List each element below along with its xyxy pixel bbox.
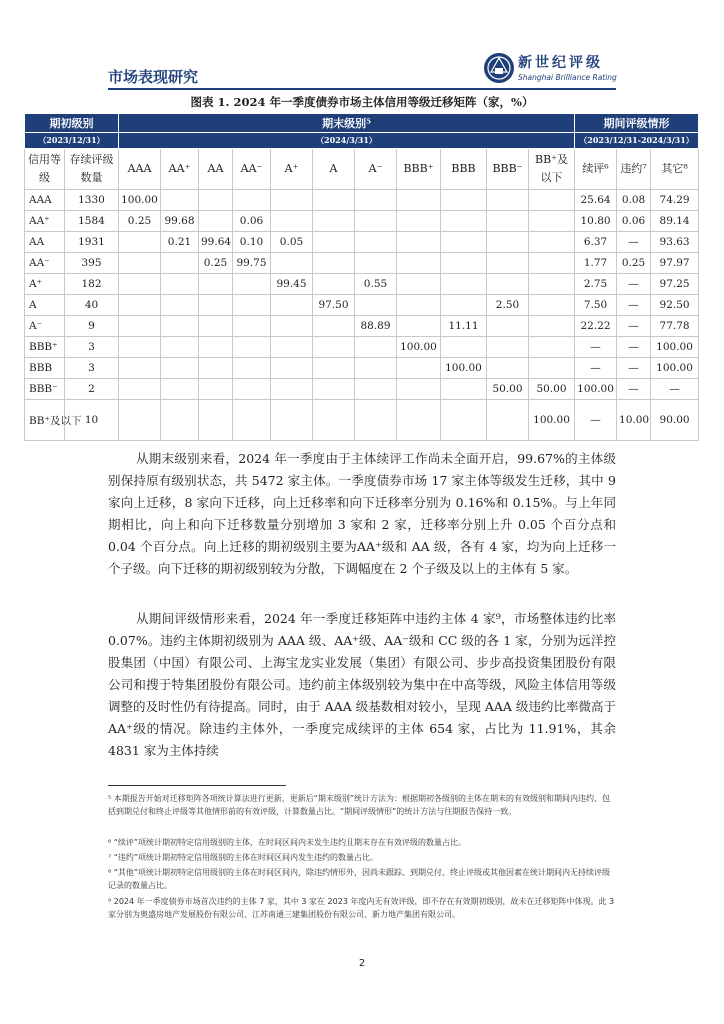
- table-cell: [199, 295, 233, 316]
- table-cell: 74.29: [651, 190, 699, 211]
- section-title: 市场表现研究: [108, 68, 199, 86]
- table-cell: [199, 211, 233, 232]
- table-cell: [487, 232, 529, 253]
- paragraph-period-status: [108, 608, 616, 762]
- table-cell: 182: [65, 274, 119, 295]
- table-cell: [199, 358, 233, 379]
- column-header: BBB: [441, 149, 487, 190]
- table-cell: [355, 232, 397, 253]
- table-cell: 50.00: [529, 379, 575, 400]
- table-cell: [313, 190, 355, 211]
- column-header: AA⁺: [161, 149, 199, 190]
- table-cell: 25.64: [575, 190, 617, 211]
- table-cell: 0.25: [617, 253, 651, 274]
- table-cell: [355, 358, 397, 379]
- table-cell: [529, 253, 575, 274]
- table-cell: [487, 253, 529, 274]
- table-cell: —: [617, 232, 651, 253]
- table-cell: [313, 379, 355, 400]
- table-cell: 10.00: [617, 400, 651, 441]
- table-cell: 97.97: [651, 253, 699, 274]
- row-rating-label: BBB⁻: [25, 379, 65, 400]
- table-cell: [161, 400, 199, 441]
- table-cell: [199, 274, 233, 295]
- table-cell: [397, 316, 441, 337]
- table-cell: [397, 379, 441, 400]
- paragraph-period-status-text: 从期间评级情形来看，2024 年一季度迁移矩阵中违约主体 4 家⁹，市场整体违约比率 0.07%。违约主体期初级别为 AAA 级、AA⁺级、AA⁻级和 CC 级的各 1 家，分别为远洋控股集团（中国）有限公司、上海宝龙实业发展（集团）有限公司、步步高投资集团股份有限公司和搜于特集团股份有限公司。违约前主体级别较为集中在中高等级，风险主体信用等级调整的及时性仍有待提高。同时，由于 AAA 级基数相对较小，呈现 AAA 级违约比率微高于 AA⁺级的情况。除违约主体外，一季度完成续评的主体 654 家，占比为 11.91%，其余 4831 家为主体持续: [108, 611, 616, 758]
- table-cell: [441, 274, 487, 295]
- table-cell: 99.68: [161, 211, 199, 232]
- table-cell: [233, 337, 271, 358]
- header-initial-date: （2023/12/31）: [25, 133, 119, 149]
- table-cell: [119, 232, 161, 253]
- table-cell: [119, 274, 161, 295]
- table-cell: [397, 253, 441, 274]
- table-cell: [161, 358, 199, 379]
- table-cell: [313, 358, 355, 379]
- footnote-7: ⁷ “违约”项统计期初特定信用级别的主体在时间区间内发生违约的数量占比。: [108, 853, 379, 862]
- table-row: [25, 400, 699, 441]
- table-cell: [119, 295, 161, 316]
- table-cell: 2.75: [575, 274, 617, 295]
- table-cell: 10.80: [575, 211, 617, 232]
- table-cell: [397, 190, 441, 211]
- table-cell: 6.37: [575, 232, 617, 253]
- table-cell: [233, 358, 271, 379]
- table-cell: [313, 316, 355, 337]
- table-cell: [271, 316, 313, 337]
- column-header: 续评⁶: [575, 149, 617, 190]
- table-cell: [233, 295, 271, 316]
- column-header: BBB⁻: [487, 149, 529, 190]
- table-cell: 90.00: [651, 400, 699, 441]
- table-cell: [199, 379, 233, 400]
- table-cell: 97.25: [651, 274, 699, 295]
- table-cell: [529, 337, 575, 358]
- table-cell: [313, 400, 355, 441]
- table-cell: [529, 211, 575, 232]
- table-cell: [355, 253, 397, 274]
- table-cell: [161, 379, 199, 400]
- table-cell: —: [651, 379, 699, 400]
- table-cell: [355, 295, 397, 316]
- paragraph-final-rating: [108, 448, 616, 580]
- table-row: [25, 211, 699, 232]
- table-cell: [397, 358, 441, 379]
- table-cell: [233, 190, 271, 211]
- table-cell: [397, 295, 441, 316]
- row-rating-label: A⁻: [25, 316, 65, 337]
- table-cell: 7.50: [575, 295, 617, 316]
- column-header: AA⁻: [233, 149, 271, 190]
- table-cell: 2: [65, 379, 119, 400]
- table-cell: [313, 211, 355, 232]
- column-header: BB⁺及以下: [529, 149, 575, 190]
- table-cell: [119, 379, 161, 400]
- table-cell: —: [617, 358, 651, 379]
- row-rating-label: A⁺: [25, 274, 65, 295]
- column-header: A: [313, 149, 355, 190]
- table-cell: [199, 190, 233, 211]
- table-cell: [397, 400, 441, 441]
- table-cell: [313, 232, 355, 253]
- table-cell: 77.78: [651, 316, 699, 337]
- table-cell: [119, 316, 161, 337]
- table-cell: [199, 337, 233, 358]
- table-cell: [441, 232, 487, 253]
- table-cell: [271, 253, 313, 274]
- footnote-6: ⁶ “续评”项统计期初特定信用级别的主体，在时间区间内未发生违约且期末存在有效评级的数量占比。: [108, 838, 467, 847]
- table-cell: [233, 400, 271, 441]
- logo-text-cn: 新世纪评级: [518, 55, 603, 71]
- table-cell: 0.06: [233, 211, 271, 232]
- table-cell: 2.50: [487, 295, 529, 316]
- row-rating-label: AA: [25, 232, 65, 253]
- table-cell: [441, 190, 487, 211]
- table-cell: [161, 190, 199, 211]
- table-row: [25, 253, 699, 274]
- table-cell: [271, 295, 313, 316]
- table-cell: 1.77: [575, 253, 617, 274]
- table-cell: 1330: [65, 190, 119, 211]
- table-cell: [313, 274, 355, 295]
- table-row: [25, 358, 699, 379]
- table-cell: 1931: [65, 232, 119, 253]
- table-cell: [271, 190, 313, 211]
- table-cell: —: [617, 274, 651, 295]
- table-cell: [271, 211, 313, 232]
- table-cell: 22.22: [575, 316, 617, 337]
- table-cell: [355, 190, 397, 211]
- row-rating-label: A: [25, 295, 65, 316]
- table-cell: [313, 253, 355, 274]
- table-cell: [355, 400, 397, 441]
- header-period-date: （2023/12/31-2024/3/31）: [575, 133, 699, 149]
- table-caption: 图表 1. 2024 年一季度债券市场主体信用等级迁移矩阵（家，%）: [190, 95, 534, 109]
- column-header: 信用等级: [25, 149, 65, 190]
- table-row: [25, 316, 699, 337]
- table-cell: [441, 253, 487, 274]
- table-cell: 100.00: [575, 379, 617, 400]
- table-cell: [119, 358, 161, 379]
- table-cell: [119, 400, 161, 441]
- table-cell: [199, 400, 233, 441]
- footnote-9: ⁹ 2024 年一季度债券市场首次违约的主体 7 家，其中 3 家在 2023 年度内无有效评级，即不存在有效期初级别，故未在迁移矩阵中体现。此 3 家分别为奥盛房地产发展股份有限公司、江苏南通三建集团股份有限公司、新力地产集团有限公司。: [108, 897, 615, 919]
- row-rating-label: AAA: [25, 190, 65, 211]
- table-cell: —: [617, 379, 651, 400]
- table-cell: 0.25: [199, 253, 233, 274]
- table-cell: 100.00: [441, 358, 487, 379]
- table-cell: [397, 232, 441, 253]
- column-header: AA: [199, 149, 233, 190]
- column-header: 违约⁷: [617, 149, 651, 190]
- paragraph-final-rating-text: 从期末级别来看，2024 年一季度由于主体续评工作尚未全面开启，99.67%的主体级别保持原有级别状态，共 5472 家主体。一季度债券市场 17 家主体等级发生迁移，其中 9 家向上迁移，8 家向下迁移，向上迁移率和向下迁移率分别为 0.16%和 0.15%。与上年同期相比，向上和向下迁移数量分别增加 3 家和 2 家，迁移率分别上升 0.05 个百分点和 0.04 个百分点。向上迁移的期初级别主要为AA⁺级和 AA 级，各有 4 家，均为向上迁移一个子级。向下迁移的期初级别较为分散，下调幅度在 2 个子级及以上的主体有 5 家。: [108, 451, 616, 576]
- table-cell: [529, 358, 575, 379]
- table-cell: [161, 274, 199, 295]
- table-cell: [529, 232, 575, 253]
- row-rating-label: BB⁺及以下: [25, 400, 65, 441]
- header-period-status: 期间评级情形: [575, 114, 699, 133]
- table-cell: 93.63: [651, 232, 699, 253]
- table-cell: [487, 316, 529, 337]
- table-cell: [397, 274, 441, 295]
- table-cell: [271, 379, 313, 400]
- table-cell: [119, 253, 161, 274]
- table-cell: 100.00: [651, 358, 699, 379]
- table-cell: [355, 379, 397, 400]
- table-cell: [441, 211, 487, 232]
- table-cell: 9: [65, 316, 119, 337]
- table-cell: [161, 316, 199, 337]
- column-header: 其它⁸: [651, 149, 699, 190]
- header-final-date: （2024/3/31）: [119, 133, 575, 149]
- row-rating-label: AA⁺: [25, 211, 65, 232]
- header-initial-rating: 期初级别: [25, 114, 119, 133]
- table-row: [25, 274, 699, 295]
- column-header: BBB⁺: [397, 149, 441, 190]
- table-cell: [313, 337, 355, 358]
- table-cell: 11.11: [441, 316, 487, 337]
- table-cell: 99.75: [233, 253, 271, 274]
- table-cell: [441, 295, 487, 316]
- table-cell: —: [617, 337, 651, 358]
- table-cell: 40: [65, 295, 119, 316]
- table-cell: [161, 295, 199, 316]
- column-header: AAA: [119, 149, 161, 190]
- table-cell: [271, 358, 313, 379]
- table-cell: [441, 379, 487, 400]
- table-row: [25, 337, 699, 358]
- table-cell: 100.00: [529, 400, 575, 441]
- table-cell: [487, 337, 529, 358]
- table-cell: [529, 316, 575, 337]
- table-cell: 100.00: [651, 337, 699, 358]
- table-cell: [355, 211, 397, 232]
- table-cell: [487, 211, 529, 232]
- table-cell: 50.00: [487, 379, 529, 400]
- table-cell: 0.05: [271, 232, 313, 253]
- table-row: [25, 232, 699, 253]
- table-cell: 99.45: [271, 274, 313, 295]
- table-cell: [233, 274, 271, 295]
- table-cell: —: [575, 400, 617, 441]
- table-cell: [161, 337, 199, 358]
- table-row: [25, 379, 699, 400]
- table-cell: —: [617, 295, 651, 316]
- table-cell: 97.50: [313, 295, 355, 316]
- table-cell: [271, 337, 313, 358]
- table-cell: 0.55: [355, 274, 397, 295]
- table-cell: 0.08: [617, 190, 651, 211]
- column-header: A⁺: [271, 149, 313, 190]
- table-cell: [441, 337, 487, 358]
- table-cell: [271, 400, 313, 441]
- table-cell: 89.14: [651, 211, 699, 232]
- table-cell: —: [575, 358, 617, 379]
- table-row: [25, 295, 699, 316]
- column-header: A⁻: [355, 149, 397, 190]
- table-cell: [119, 337, 161, 358]
- table-cell: 99.64: [199, 232, 233, 253]
- table-cell: 3: [65, 337, 119, 358]
- table-cell: 92.50: [651, 295, 699, 316]
- footnote-divider: [108, 785, 286, 786]
- table-cell: [487, 358, 529, 379]
- table-cell: [233, 379, 271, 400]
- table-cell: 100.00: [397, 337, 441, 358]
- table-cell: [487, 400, 529, 441]
- row-rating-label: BBB: [25, 358, 65, 379]
- table-cell: —: [617, 316, 651, 337]
- table-cell: 100.00: [119, 190, 161, 211]
- table-cell: 0.21: [161, 232, 199, 253]
- table-cell: [487, 274, 529, 295]
- header-divider: [108, 88, 616, 90]
- table-cell: [529, 295, 575, 316]
- table-cell: [355, 337, 397, 358]
- migration-matrix-table: [24, 113, 699, 441]
- table-cell: [529, 274, 575, 295]
- table-cell: [233, 316, 271, 337]
- logo-text-en: Shanghai Brilliance Rating: [518, 73, 617, 82]
- table-cell: 3: [65, 358, 119, 379]
- table-cell: [199, 316, 233, 337]
- footnote-8: ⁸ “其他”项统计期初特定信用级别的主体在时间区间内，除违约情形外，因尚未跟踪、到期兑付、终止评级或其他因素在统计期间内无持续评级记录的数量占比。: [108, 868, 611, 890]
- column-header: 存续评级数量: [65, 149, 119, 190]
- header-final-rating: 期末级别⁵: [119, 114, 575, 133]
- row-rating-label: BBB⁺: [25, 337, 65, 358]
- table-cell: 88.89: [355, 316, 397, 337]
- footnote-5: ⁵ 本期报告开始对迁移矩阵各项统计算法进行更新，更新后“期末级别”统计方法为：根据期初各级别的主体在期末的有效级别和期间内违约、包括到期兑付和终止评级等其他情形前的有效评级，计算数量占比。“期间评级情形”的统计方法与往期报告保持一致。: [108, 794, 611, 816]
- table-row: [25, 190, 699, 211]
- table-cell: 0.06: [617, 211, 651, 232]
- table-cell: 395: [65, 253, 119, 274]
- table-cell: 0.10: [233, 232, 271, 253]
- table-cell: [161, 253, 199, 274]
- table-cell: [487, 190, 529, 211]
- table-cell: 10: [65, 400, 119, 441]
- table-cell: [529, 190, 575, 211]
- table-cell: 0.25: [119, 211, 161, 232]
- table-cell: [441, 400, 487, 441]
- page-number: 2: [358, 958, 366, 969]
- table-cell: —: [575, 337, 617, 358]
- table-cell: 1584: [65, 211, 119, 232]
- row-rating-label: AA⁻: [25, 253, 65, 274]
- table-cell: [397, 211, 441, 232]
